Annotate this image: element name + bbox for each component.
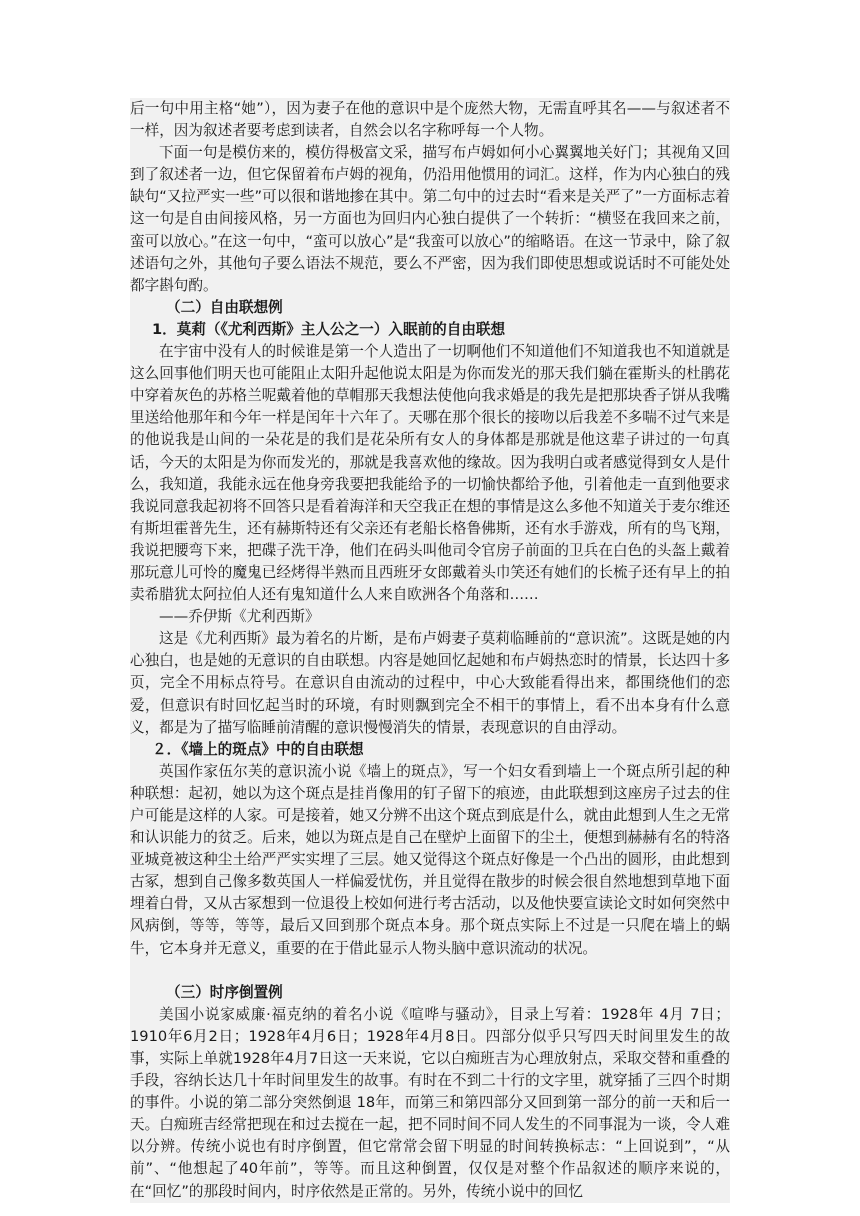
paragraph-woolf: 英国作家伍尔芙的意识流小说《墙上的斑点》，写一个妇女看到墙上一个斑点所引起的种种联想：起初，她以为这个斑点是挂肖像用的钉子留下的痕迹，由此联想到这座房子过去的住户可能是这样的人家。可是接着，她又分辨不出这个斑点到底是什么，就由此想到人生之无常和认识能力的贫乏。后来，她以为斑点是自己在壁炉上面留下的尘土，便想到赫赫有名的特洛亚城竟被这种尘土给严严实实埋了三层。她又觉得这个斑点好像是一个凸出的圆形，由此想到古冢，想到自己像多数英国人一样偏爱忧伤，并且觉得在散步的时候会很自然地想到草地下面埋着白骨，又从古冢想到一位退役上校如何进行考古活动，以及他快要宣读论文时如何突然中风病倒，等等，等等，最后又回到那个斑点本身。那个斑点实际上不过是一只爬在墙上的蜗牛，它本身并无意义，重要的在于借此显示人物头脑中意识流动的状况。: [130, 762, 730, 957]
section-heading-time-inversion: （三）时序倒置例: [166, 983, 283, 1001]
shaded-block: [130, 98, 730, 1203]
paragraph-free-indirect-style: 下面一句是模仿来的，模仿得极富文采，描写布卢姆如何小心翼翼地关好门；其视角又回到了叙述者一边，但它保留着布卢姆的视角，仍沿用他惯用的词汇。这样，作为内心独白的残缺句“又拉严实一些”可以很和谐地掺在其中。第二句中的过去时“看来是关严了”一方面标志着这一句是自由间接风格，另一方面也为回归内心独白提供了一个转折：“横竖在我回来之前，蛮可以放心。”在这一句中，“蛮可以放心”是“我蛮可以放心”的缩略语。在这一节录中，除了叙述语句之外，其他句子要么语法不规范，要么不严密，因为我们即使思想或说话时不可能处处都字斟句酌。: [130, 144, 730, 294]
paragraph-ulysses-analysis: 这是《尤利西斯》最为着名的片断，是布卢姆妻子莫莉临睡前的“意识流”。这既是她的内心独白，也是她的无意识的自由联想。内容是她回忆起她和布卢姆热恋时的情景，长达四十多页，完全不用标点符号。在意识自由流动的过程中，中心大致能看得出来，都围绕他们的恋爱，但意识有时回忆起当时的环境，有时则飘到完全不相干的事情上，看不出本身有什么意义，都是为了描写临睡前清醒的意识慢慢消失的情景，表现意识的自由浮动。: [130, 630, 730, 736]
citation-ulysses: ——乔伊斯《尤利西斯》: [159, 608, 320, 626]
document-page: [130, 98, 730, 1203]
paragraph-faulkner: 美国小说家威廉·福克纳的着名小说《喧哗与骚动》，目录上写着：1928年 4月 7日；1910年6月2日；1928年4月6日；1928年4月8日。四部分似乎只写四天时间里发生的故事，实际上单就1928年4月7日这一天来说，它以白痴班吉为心理放射点，采取交替和重叠的手段，容纳长达几十年时间里发生的故事。有时在不到二十行的文字里，就穿插了三四个时期的事件。小说的第二部分突然倒退 18年，而第三和第四部分又回到第一部分的前一天和后一天。白痴班吉经常把现在和过去搅在一起，把不同时间不同人发生的不同事混为一谈，令人难以分辨。传统小说也有时序倒置，但它常常会留下明显的时间转换标志：“上回说到”，“从前”、“他想起了40年前”，等等。而且这种倒置，仅仅是对整个作品叙述的顺序来说的，在“回忆”的那段时间内，时序依然是正常的。另外，传统小说中的回忆: [130, 1005, 730, 1200]
paragraph-bloom-narrator: 后一句中用主格“她”），因为妻子在他的意识中是个庞然大物，无需直呼其名——与叙述者不一样，因为叙述者要考虑到读者，自然会以名字称呼每一个人物。: [130, 100, 730, 140]
paragraph-gap: [130, 960, 730, 982]
section-heading-free-association: （二）自由联想例: [166, 298, 283, 316]
subsection-heading-mark-on-wall: ２．《墙上的斑点》中的自由联想: [152, 740, 364, 758]
paragraph-molly-monologue: 在宇宙中没有人的时候谁是第一个人造出了一切啊他们不知道他们不知道我也不知道就是这么回事他们明天也可能阻止太阳升起他说太阳是为你而发光的那天我们躺在霍斯头的杜鹃花中穿着灰色的苏格兰呢戴着他的草帽那天我想法使他向我求婚是的我先是把那块香子饼从我嘴里送给他那年和今年一样是闰年十六年了。天哪在那个很长的接吻以后我差不多喘不过气来是的他说我是山间的一朵花是的我们是花朵所有女人的身体都是那就是他这辈子讲过的一句真话，今天的太阳是为你而发光的，那就是我喜欢他的缘故。因为我明白或者感觉得到女人是什么，我知道，我能永远在他身旁我要把我能给予的一切愉快都给予他，引着他走一直到他要求我说同意我起初将不回答只是看着海洋和天空我正在想的事情是这么多他不知道关于麦尔维还有斯坦霍普先生，还有赫斯特还有父亲还有老船长格鲁佛斯，还有水手游戏，所有的鸟飞翔，我说把腰弯下来，把碟子洗干净，他们在码头叫他司令官房子前面的卫兵在白色的头盔上戴着那玩意儿可怜的魔鬼已经烤得半熟而且西班牙女郎戴着头巾笑还有她们的长梳子还有早上的拍卖希腊犹太阿拉伯人还有鬼知道什么人来自欧洲各个角落和……: [130, 343, 730, 604]
subsection-heading-molly: 1．莫莉（《尤利西斯》主人公之一）入眠前的自由联想: [152, 320, 506, 338]
